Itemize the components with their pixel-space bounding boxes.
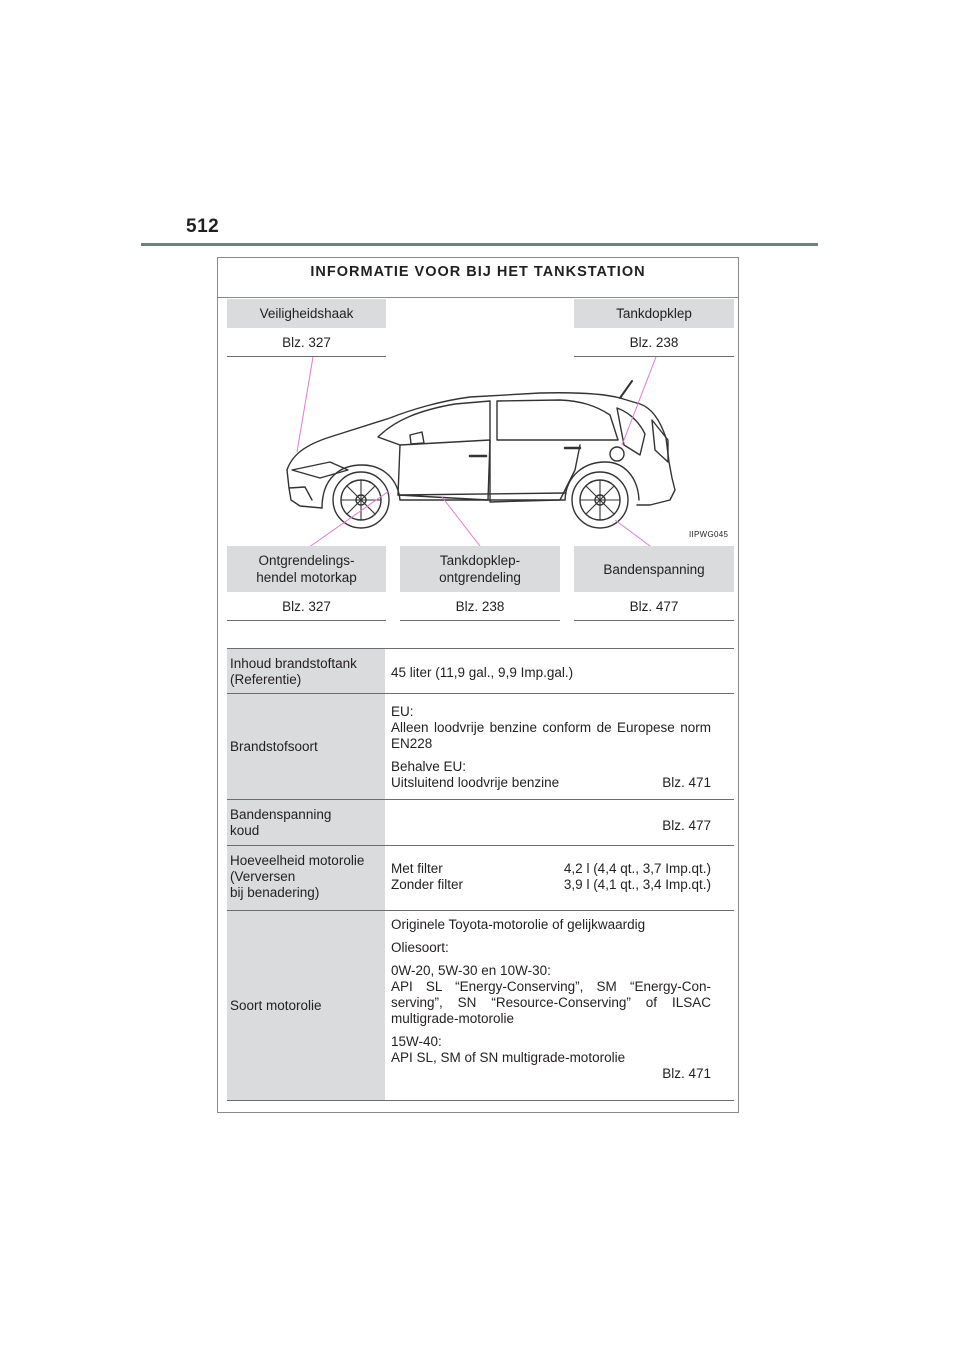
ref-hood-release: Blz. 327 [227, 593, 386, 621]
fuel-capacity-value: 45 liter (11,9 gal., 9,9 Imp.gal.) [391, 665, 574, 680]
oil-with-filter-value: 4,2 l (4,4 qt., 3,7 Imp.qt.) [563, 861, 711, 876]
cold-tire-label: Bandenspanning koud [227, 800, 385, 846]
oil-with-filter-label: Met filter [391, 861, 443, 876]
table-row [227, 693, 734, 800]
oil-grade2-heading: 15W-40: [391, 1034, 442, 1049]
fuel-capacity-label: Inhoud brandstoftank (Referentie) [227, 649, 385, 694]
oil-grade1-heading: 0W-20, 5W-30 en 10W-30: [391, 963, 551, 978]
oil-grade1-text: API SL “Energy-Conserving”, SM “Energy-Con-serving”, SN “Resource-Conserving” of ILSAC multigrade-motorolie [391, 979, 711, 1026]
oil-without-filter-value: 3,9 l (4,1 qt., 3,4 Imp.qt.) [563, 877, 711, 892]
table-row [227, 799, 734, 846]
oil-grade2-text: API SL, SM of SN multigrade-motorolie [391, 1050, 626, 1065]
oil-with-filter-line [391, 861, 711, 877]
fuel-type-non-eu-heading: Behalve EU: [391, 759, 467, 774]
table-row [227, 648, 734, 694]
ref-tire-pressure: Blz. 477 [574, 593, 734, 621]
oil-without-filter-label: Zonder filter [391, 877, 464, 892]
oil-type-page: Blz. 471 [662, 1066, 711, 1081]
label-tire-pressure: Bandenspanning [574, 546, 734, 592]
ref-fuel-door-opener: Blz. 238 [400, 593, 560, 621]
fuel-type-content [391, 704, 711, 791]
oil-type-line1: Originele Toyota-motorolie of gelijkwaardig [391, 917, 646, 932]
ref-safety-hook: Blz. 327 [227, 329, 386, 357]
label-fuel-door: Tankdopklep [574, 299, 734, 328]
oil-type-line2: Oliesoort: [391, 940, 449, 955]
ref-fuel-door: Blz. 238 [574, 329, 734, 357]
oil-type-content [391, 917, 711, 1082]
label-safety-hook: Veiligheidshaak [227, 299, 386, 328]
page-number: 512 [186, 216, 220, 237]
fuel-type-label: Brandstofsoort [227, 694, 385, 800]
oil-capacity-content [391, 861, 711, 893]
label-hood-release: Ontgrendelings- hendel motorkap [227, 546, 386, 592]
box-title: INFORMATIE VOOR BIJ HET TANKSTATION [310, 264, 646, 280]
fuel-type-eu-text: Alleen loodvrije benzine conform de Europese norm EN228 [391, 720, 711, 751]
oil-type-label: Soort motorolie [227, 911, 385, 1100]
cold-tire-page: Blz. 477 [662, 818, 711, 833]
oil-capacity-label: Hoeveelheid motorolie (Verversen bij benadering) [227, 846, 385, 911]
fuel-type-eu-heading: EU: [391, 704, 414, 719]
table-row [227, 910, 734, 1101]
fuel-type-non-eu-line [391, 775, 711, 791]
oil-without-filter-line [391, 877, 711, 893]
label-fuel-door-opener: Tankdopklep- ontgrendeling [400, 546, 560, 592]
table-row [227, 845, 734, 911]
figure-code: IIPWG045 [689, 530, 729, 539]
fuel-type-non-eu-text: Uitsluitend loodvrije benzine [391, 775, 560, 790]
fuel-type-page: Blz. 471 [662, 775, 711, 790]
